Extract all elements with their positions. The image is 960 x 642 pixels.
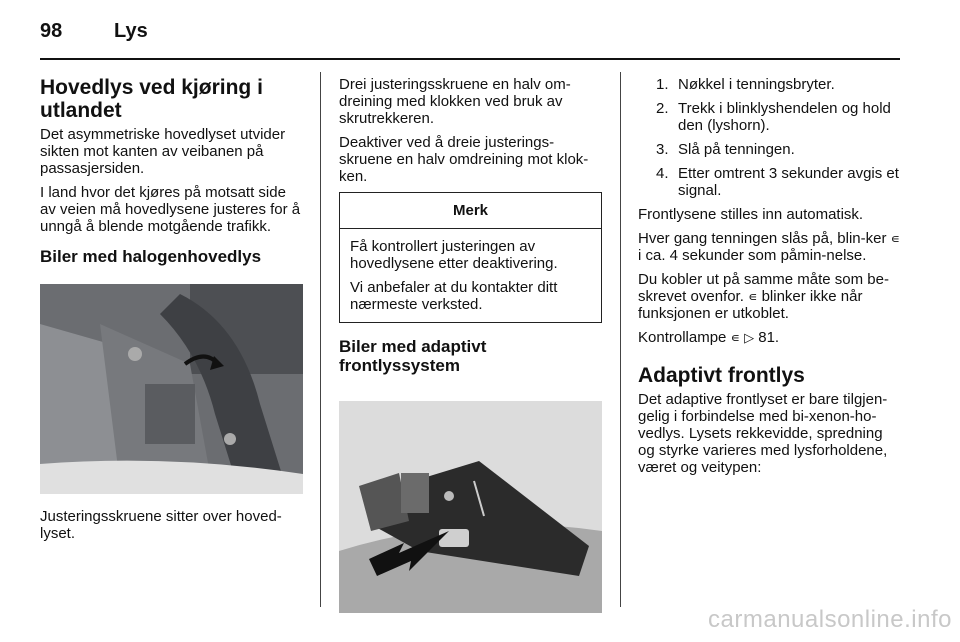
paragraph: Drei justeringsskruene en halv om-dreining med klokken ved bruk av skrutrekkeren. xyxy=(339,76,571,127)
page-number: 98 xyxy=(40,20,63,42)
heading-foreign-driving: Hovedlys ved kjøring i utlandet xyxy=(40,76,263,122)
note-box xyxy=(339,192,602,323)
paragraph: I land hvor det kjøres på motsatt side av veien må hovedlysene justeres for å unngå å blende motgående trafikk. xyxy=(40,184,301,235)
paragraph: Frontlysene stilles inn automatisk. xyxy=(638,206,864,223)
column-2 xyxy=(339,76,602,613)
subheading-halogen: Biler med halogenhovedlys xyxy=(40,247,262,266)
adaptive-light-icon: ∊ xyxy=(748,289,758,304)
heading-adaptive-frontlight: Adaptivt frontlys xyxy=(638,364,805,387)
column-divider-2 xyxy=(620,72,621,607)
list-item: 4. Etter omtrent 3 sekunder avgis et signal. xyxy=(656,165,899,199)
paragraph: Det asymmetriske hovedlyset utvider sikten mot kanten av veibanen på passasjersiden. xyxy=(40,126,286,177)
list-item: 3. Slå på tenningen. xyxy=(656,141,795,158)
adaptive-light-icon: ∊ xyxy=(730,330,740,345)
paragraph: Deaktiver ved å dreie justerings-skruene en halv omdreining mot klok-ken. xyxy=(339,134,589,185)
list-item: 2. Trekk i blinklyshendelen og hold den (lyshorn). xyxy=(656,100,891,134)
steps-list xyxy=(638,76,902,199)
figure-caption: Justeringsskruene sitter over hoved-lyset. xyxy=(40,508,282,542)
note-paragraph: Vi anbefaler at du kontakter ditt nærmeste verksted. xyxy=(350,279,558,313)
subheading-adaptive: Biler med adaptivt frontlyssystem xyxy=(339,337,487,375)
paragraph: Hver gang tenningen slås på, blin-ker ∊ i ca. 4 sekunder som påmin-nelse. xyxy=(638,230,900,264)
note-paragraph: Få kontrollert justeringen av hovedlysene etter deaktivering. xyxy=(350,238,558,272)
column-divider-1 xyxy=(320,72,321,607)
watermark: carmanualsonline.info xyxy=(708,606,952,633)
column-3 xyxy=(638,76,902,483)
paragraph: Det adaptive frontlyset er bare tilgjen-gelig i forbindelse med bi-xenon-ho-vedlys. Lysets rekkevidde, spredning og styrke varieres med lysforholdene, været og veitypen: xyxy=(638,391,888,476)
turn-signal-stalk-illustration xyxy=(339,401,602,613)
stalk-photo xyxy=(339,401,602,613)
headlight-photo xyxy=(40,284,303,494)
adaptive-light-icon: ∊ xyxy=(890,231,900,246)
section-title: Lys xyxy=(114,20,148,42)
note-title: Merk xyxy=(340,193,601,229)
paragraph: Kontrollampe ∊ ▷ 81. xyxy=(638,329,780,346)
column-1 xyxy=(40,76,304,549)
header-rule xyxy=(40,58,900,60)
list-item: 1. Nøkkel i tenningsbryter. xyxy=(656,76,835,93)
engine-bay-illustration xyxy=(40,284,303,494)
reference-arrow-icon: ▷ xyxy=(744,330,755,345)
paragraph: Du kobler ut på samme måte som be-skrevet ovenfor. ∊ blinker ikke når funksjonen er utkoblet. xyxy=(638,271,889,322)
